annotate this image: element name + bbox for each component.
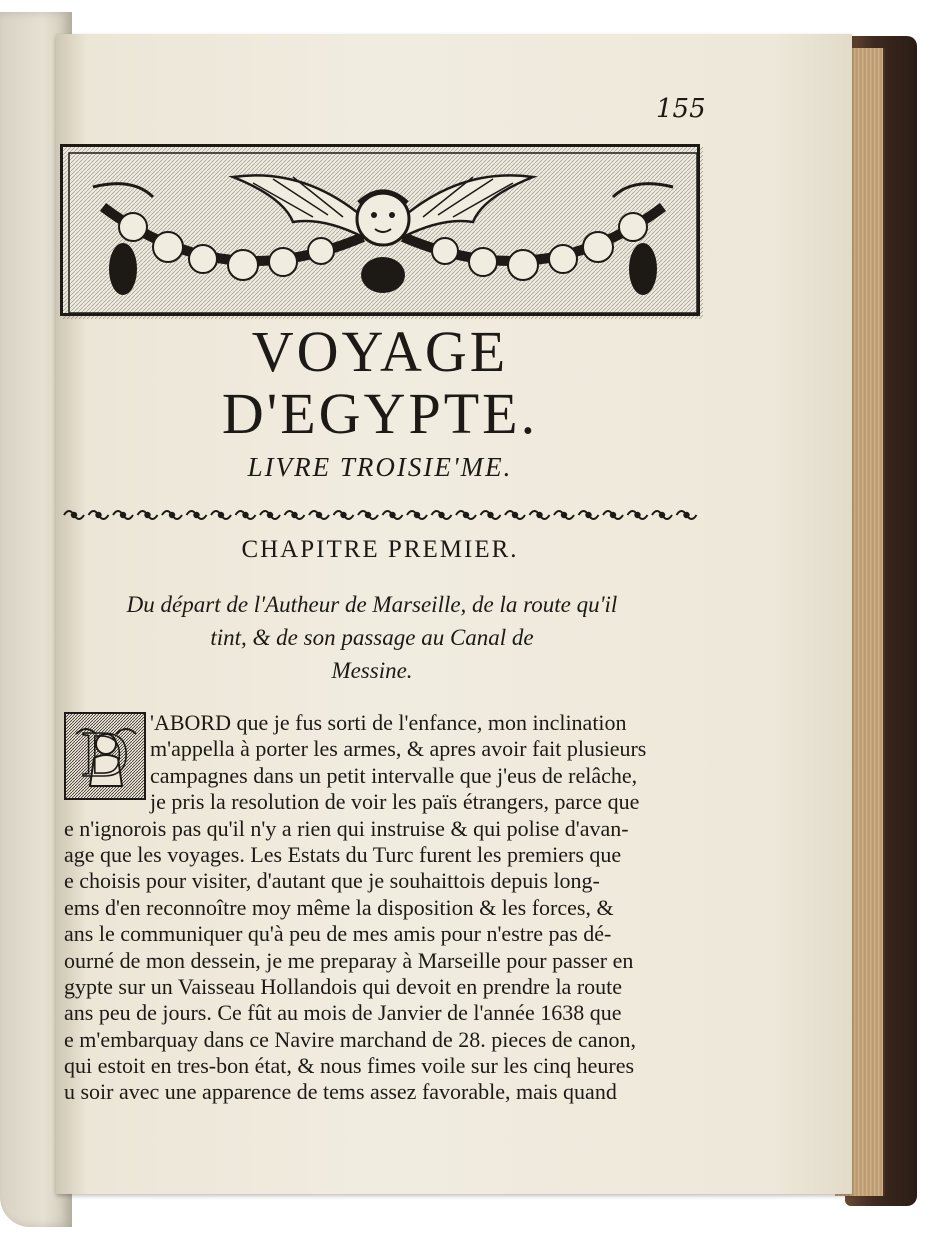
body-line: e n'ignorois pas qu'il n'y a rien qui instruise & qui polise d'avan- (64, 815, 629, 841)
page-title-line-1: VOYAGE (251, 319, 509, 384)
body-line: 'ABORD que je fus sorti de l'enfance, mon inclination (150, 710, 627, 735)
page-title-line-2: D'EGYPTE. (221, 381, 539, 446)
chapter-summary-line: Messine. (331, 658, 413, 683)
page-number: 155 (656, 94, 706, 124)
body-line: m'appella à porter les armes, & apres avoir fait plusieurs (150, 736, 647, 762)
chapter-summary (82, 588, 662, 687)
cherub-garland-icon (63, 147, 703, 319)
chapter-summary-line: Du départ de l'Autheur de Marseille, de la route qu'il (126, 592, 618, 617)
body-line: je pris la resolution de voir les païs étrangers, parce que (150, 789, 640, 815)
body-line: ans peu de jours. Ce fût au mois de Janvier de l'année 1638 que (64, 1000, 622, 1026)
chapter-summary-line: tint, & de son passage au Canal de (210, 625, 534, 650)
body-line: ans le communiquer qu'à peu de mes amis pour n'estre pas dé- (64, 921, 612, 947)
header-ornament (60, 144, 700, 316)
body-line: u soir avec une apparence de tems assez favorable, mais quand (64, 1079, 617, 1105)
body-line: e m'embarquay dans ce Navire marchand de 28. pieces de canon, (64, 1026, 637, 1052)
body-line: campagnes dans un petit intervalle que j'eus de relâche, (150, 762, 638, 788)
body-line: e choisis pour visiter, d'autant que je souhaittois depuis long- (64, 868, 600, 894)
body-line: ourné de mon dessein, je me preparay à Marseille pour passer en (64, 947, 634, 973)
chapter-title: CHAPITRE PREMIER. (241, 536, 519, 563)
body-line: gypte sur un Vaisseau Hollandois qui devoit en prendre la route (64, 973, 623, 999)
body-line: qui estoit en tres-bon état, & nous fimes voile sur les cinq heures (64, 1053, 635, 1079)
drop-cap-letter: D (81, 718, 129, 791)
body-line: ems d'en reconnoître moy même la disposition & les forces, & (64, 894, 614, 920)
body-text (64, 710, 709, 1106)
body-line: age que les voyages. Les Estats du Turc furent les premiers que (64, 841, 622, 867)
fleuron-divider (62, 504, 702, 526)
book-subtitle: LIVRE TROISIE'ME. (247, 452, 513, 482)
